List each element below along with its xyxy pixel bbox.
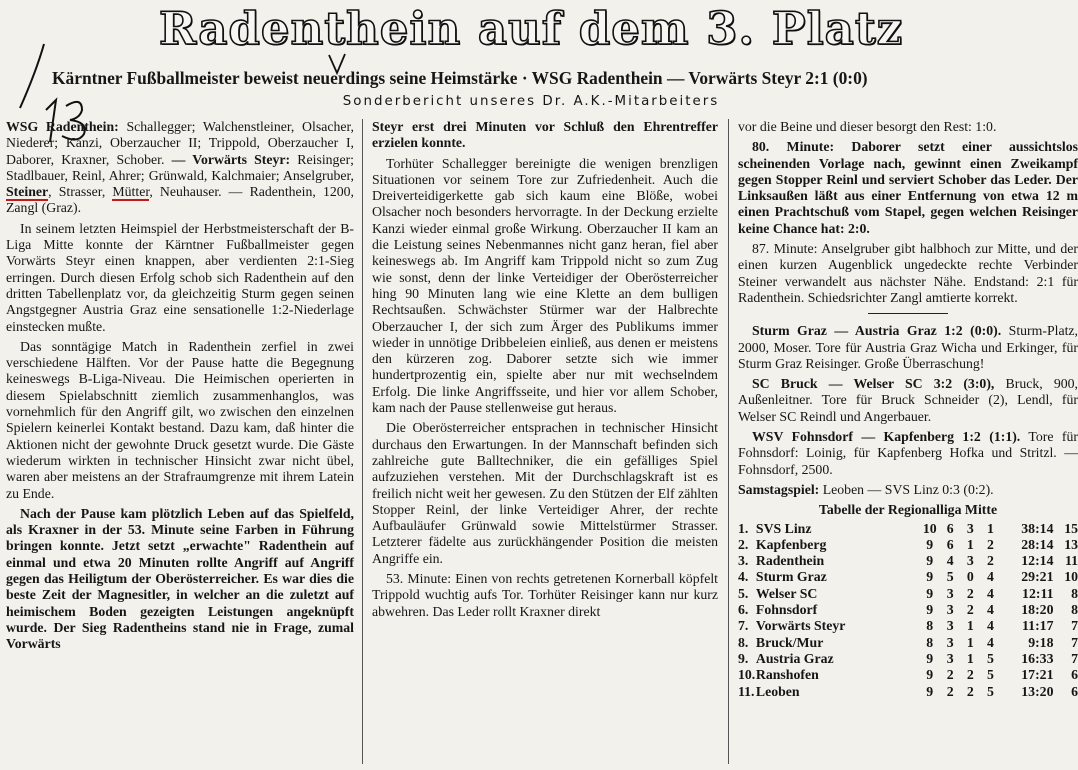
subheadline: Kärntner Fußballmeister beweist neuerdings seine Heimstärke · WSG Radenthein — Vorwärts Steyr 2:1 (0:0) <box>52 68 868 88</box>
article-paragraph: 53. Minute: Einen von rechts getretenen Kornerball köpfelt Trippold wuchtig aufs Tor. Torhüter Reisinger kann nur kurz abwehren. Das Leder rollt Kraxner direkt <box>372 571 718 619</box>
match-result-text: Sturm-Platz, 2000, Moser. Tore für Austria Graz Wicha und Erkinger, für Sturm Graz Reisinger. Große Überraschung! <box>738 323 1078 371</box>
standings-won: 2 <box>946 667 954 683</box>
article-column-3 <box>738 119 1078 769</box>
standings-points: 6 <box>1071 667 1078 683</box>
standings-played: 8 <box>926 618 934 634</box>
standings-lost: 5 <box>986 683 994 699</box>
standings-goals: 17:21 <box>1021 667 1054 683</box>
match-result-text: Bruck, 900, Außenleitner. Tore für Bruck Schneider (2), Lendl, für Welser SC Reindl und Angerbauer. <box>738 376 1078 424</box>
standings-played: 9 <box>926 553 934 569</box>
table-row <box>738 651 1078 667</box>
table-row <box>738 553 1078 569</box>
standings-lost: 5 <box>986 650 994 666</box>
standings-won: 5 <box>946 569 954 585</box>
standings-position: 3. <box>738 553 749 569</box>
standings-won: 6 <box>946 520 954 536</box>
table-row <box>738 667 1078 683</box>
lineup-team-b-players: Reisinger; Stadlbauer, Reinl, Ahrer; Grünwald, Kalchmaier; Anselgruber, <box>6 151 354 183</box>
standings-played: 9 <box>926 667 934 683</box>
standings-won: 3 <box>946 618 954 634</box>
standings-goals: 12:11 <box>1022 585 1054 601</box>
standings-position: 9. <box>738 650 749 666</box>
match-result <box>738 482 1078 498</box>
standings-position: 6. <box>738 602 749 618</box>
standings-team: Austria Graz <box>755 650 834 666</box>
standings-goals: 28:14 <box>1021 536 1054 552</box>
standings-played: 9 <box>926 602 934 618</box>
standings-won: 3 <box>946 602 954 618</box>
standings-lost: 4 <box>986 618 994 634</box>
standings-drawn: 3 <box>966 520 974 536</box>
standings-played: 10 <box>922 520 937 536</box>
standings-points: 13 <box>1064 536 1078 552</box>
standings-team: Kapfenberg <box>755 536 827 552</box>
standings-points: 8 <box>1071 602 1078 618</box>
match-result <box>738 323 1078 372</box>
standings-drawn: 2 <box>966 602 974 618</box>
standings-drawn: 2 <box>966 683 974 699</box>
lineup-team-a-players: Schallegger; Walchenstleiner, Olsacher, Niederer; Kanzi, Oberzaucher II; Trippold, Oberzaucher I, Daborer, Kraxner, Schober. <box>6 119 354 167</box>
standings-won: 3 <box>946 650 954 666</box>
standings-goals: 9:18 <box>1028 634 1054 650</box>
table-row <box>738 635 1078 651</box>
standings-won: 3 <box>946 634 954 650</box>
article-paragraph: Torhüter Schallegger bereinigte die wenigen brenzligen Situationen vor seinem Tore zur Zufriedenheit. Auch die Dreiverteidigerkette gab sich kaum eine Blöße, wobei Olsacher noch besonders hervorragte. In der Deckung erzielte Kanzi wieder einmal große Wirkung. Oberzaucher II kam an die Leistung seines Nebenmannes nicht ganz heran, fiel aber keineswegs ab. Im Angriff kam Trippold nicht so zum Zug wie sonst, denn der linke Verteidiger der Oberösterreicher hing 90 Minuten lang wie eine Klette an dem bulligen Rechtsaußen. Schwächster Stürmer war der Halbrechte Oberzaucher I, der sich zum Ärger des Publikums immer wieder in unnötige Dribbeleien einließ, aus denen er meistens den kürzeren zog. Daborer setzte sich wie immer hundertprozentig ein, spielte aber nur mit wechselndem Erfolg. Die linke Angriffsseite, und hier vor allem Schober, kam nach der Pause stellenweise gut heraus. <box>372 155 718 416</box>
article-paragraph: Das sonntägige Match in Radenthein zerfiel in zwei verschiedene Hälften. Vor der Pause hatte die Begegnung keineswegs B-Liga-Niveau. Die Heimischen operierten in diesem Spielabschnitt ziemlich zusammenhanglos, was vornehmlich für den Angriff gilt, wo zwischen den einzelnen Spielern keinerlei Kontakt bestand. Dazu kam, daß hinter die Aktionen nicht der gewohnte Druck gesetzt wurde. Die Gäste wiederum wirkten in technischer Hinsicht zwar nicht übel, waren aber meistens an der Strafraumgrenze mit ihrem Latein zu Ende. <box>6 338 354 501</box>
standings-position: 2. <box>738 536 749 552</box>
article-paragraph: vor die Beine und dieser besorgt den Rest: 1:0. <box>738 119 997 134</box>
article-paragraph: 87. Minute: Anselgruber gibt halbhoch zur Mitte, und der einen kurzen Augenblick ungedeckte rechte Verbinder Steiner verwandelt aus nächster Nähe. Endstand: 2:1 für Radenthein. Schiedsrichter Zangl amtierte korrekt. <box>738 241 1078 305</box>
standings-played: 8 <box>926 634 934 650</box>
standings-goals: 18:20 <box>1021 602 1054 618</box>
article-column-1 <box>6 119 354 769</box>
standings-played: 9 <box>926 683 934 699</box>
standings-points: 8 <box>1071 585 1078 601</box>
standings-goals: 16:33 <box>1021 650 1054 666</box>
article-paragraph: 80. Minute: Daborer setzt einer aussichtslos scheinenden Vorlage nach, gewinnt einen Zweikampf gegen Stopper Reinl und serviert Schober das Leder. Der Linksaußen läßt aus einer Entfernung von etwa 12 m einen Prachtschuß vom Stapel, gegen welchen Reisinger keine Chance hat: 2:0. <box>738 139 1078 236</box>
underlined-player-name: Steiner <box>6 184 49 200</box>
standings-team: Fohnsdorf <box>755 602 818 618</box>
standings-drawn: 2 <box>966 585 974 601</box>
standings-drawn: 1 <box>966 650 974 666</box>
standings-won: 2 <box>946 683 954 699</box>
standings-played: 9 <box>926 650 934 666</box>
match-result <box>738 429 1078 478</box>
standings-won: 6 <box>946 536 954 552</box>
underlined-player-name: Mütter <box>112 184 150 200</box>
match-result-text: Leoben — SVS Linz 0:3 (0:2). <box>819 481 994 497</box>
match-result-title: Samstagspiel: <box>738 481 820 497</box>
standings-table <box>738 521 1078 700</box>
standings-played: 9 <box>926 569 934 585</box>
standings-team: Radenthein <box>755 553 825 569</box>
standings-team: SVS Linz <box>755 520 812 536</box>
column-divider <box>728 119 729 764</box>
standings-body <box>738 521 1078 700</box>
standings-team: Ranshofen <box>755 667 819 683</box>
standings-drawn: 2 <box>966 667 974 683</box>
team-lineups <box>6 119 354 217</box>
standings-team: Sturm Graz <box>755 569 827 585</box>
standings-drawn: 1 <box>966 634 974 650</box>
table-row <box>738 684 1078 700</box>
table-row <box>738 569 1078 585</box>
standings-won: 3 <box>946 585 954 601</box>
standings-lost: 5 <box>986 667 994 683</box>
table-row <box>738 586 1078 602</box>
standings-position: 1. <box>738 520 749 536</box>
standings-position: 11. <box>738 683 755 699</box>
standings-lost: 4 <box>986 602 994 618</box>
lineup-team-b-players: , Strasser, <box>48 184 113 200</box>
standings-position: 5. <box>738 585 749 601</box>
section-divider <box>868 313 948 314</box>
standings-team: Bruck/Mur <box>755 634 824 650</box>
standings-drawn: 1 <box>966 536 974 552</box>
standings-points: 15 <box>1064 520 1078 536</box>
standings-goals: 38:14 <box>1021 520 1054 536</box>
standings-points: 7 <box>1071 618 1078 634</box>
standings-lost: 4 <box>986 634 994 650</box>
standings-goals: 12:14 <box>1021 553 1054 569</box>
lineup-team-b: — Vorwärts Steyr: <box>164 151 291 167</box>
standings-won: 4 <box>946 553 954 569</box>
article-paragraph: Die Oberösterreicher entsprachen in technischer Hinsicht durchaus den Erwartungen. In der Mannschaft befinden sich zahlreiche gute Balltechniker, die ein gefälliges Spiel aufzuziehen verstehen. Mit der Durchschlagskraft ist es freilich nicht weit her gewesen. Zu den Stützen der Elf zählten Stopper Reinl, der linke Verteidiger Ahrer, der rechte Aufbauläufer Grünwald sowie Mittelstürmer Strasser. Letzterer fädelte aus zurückhängender Position die meisten Angriffe ein. <box>372 420 718 566</box>
standings-points: 11 <box>1064 553 1078 569</box>
standings-played: 9 <box>926 585 934 601</box>
standings-goals: 11:17 <box>1022 618 1054 634</box>
match-result-text: Tore für Fohnsdorf: Loinig, für Kapfenberg Hofka und Stritzl. — Fohnsdorf, 2500. <box>738 429 1078 477</box>
standings-team: Vorwärts Steyr <box>755 618 846 634</box>
match-result <box>738 376 1078 425</box>
table-row <box>738 618 1078 634</box>
standings-goals: 13:20 <box>1021 683 1054 699</box>
standings-position: 7. <box>738 618 749 634</box>
standings-lost: 4 <box>986 585 994 601</box>
article-paragraph: In seinem letzten Heimspiel der Herbstmeisterschaft der B-Liga Mitte konnte der Kärntner Fußballmeister gegen Vorwärts Steyr einen knappen, aber verdienten 2:1-Sieg erringen. Durch diesen Erfolg schob sich Radenthein auf den dritten Tabellenplatz vor, da gleichzeitig Sturm gegen seinen Angstgegner Austria Graz eine sensationelle 1:2-Niederlage einstecken mußte. <box>6 220 354 334</box>
table-row <box>738 521 1078 537</box>
standings-drawn: 1 <box>966 618 974 634</box>
match-result-title: Sturm Graz — Austria Graz 1:2 (0:0). <box>752 323 1002 339</box>
standings-lost: 4 <box>986 569 994 585</box>
standings-lost: 1 <box>986 520 994 536</box>
standings-lost: 2 <box>986 553 994 569</box>
standings-drawn: 0 <box>966 569 974 585</box>
column-divider <box>362 119 363 764</box>
standings-points: 7 <box>1071 634 1078 650</box>
standings-position: 8. <box>738 634 749 650</box>
standings-played: 9 <box>926 536 934 552</box>
standings-position: 4. <box>738 569 749 585</box>
match-result-title: SC Bruck — Welser SC 3:2 (3:0), <box>752 376 995 392</box>
standings-team: Welser SC <box>755 585 818 601</box>
lineup-team-a: WSG Radenthein: <box>6 119 119 134</box>
standings-points: 7 <box>1071 650 1078 666</box>
table-row <box>738 537 1078 553</box>
standings-drawn: 3 <box>966 553 974 569</box>
standings-position: 10. <box>738 667 756 683</box>
standings-title: Tabelle der Regionalliga Mitte <box>818 502 998 518</box>
standings-points: 10 <box>1064 569 1078 585</box>
byline: Sonderbericht unseres Dr. A.K.-Mitarbeiters <box>342 94 720 109</box>
standings-points: 6 <box>1071 683 1078 699</box>
match-result-title: WSV Fohnsdorf — Kapfenberg 1:2 (1:1). <box>752 429 1021 445</box>
standings-goals: 29:21 <box>1021 569 1054 585</box>
table-row <box>738 602 1078 618</box>
article-column-2 <box>372 119 718 769</box>
lineup-team-b-players: , Neuhauser. — Radenthein, 1200, Zangl (Graz). <box>6 184 354 216</box>
article-paragraph: Nach der Pause kam plötzlich Leben auf das Spielfeld, als Kraxner in der 53. Minute seine Farben in Führung bringen konnte. Jetzt setzt „erwachte" Radenthein auf einmal und etwa 20 Minuten rollte Angriff auf Angriff gegen das Heiligtum der Oberösterreicher. Es war dies die beste Zeit der Magnesitler, in welcher an die zuletzt auf heimischem Boden gezeigten Leistungen angeknüpft wurde. Der Sieg Radentheins stand nie in Frage, zumal Vorwärts <box>6 505 354 652</box>
headline: Radenthein auf dem 3. Platz <box>158 2 904 55</box>
standings-team: Leoben <box>755 683 800 699</box>
standings-lost: 2 <box>986 536 994 552</box>
article-paragraph: Steyr erst drei Minuten vor Schluß den Ehrentreffer erzielen konnte. <box>372 119 718 151</box>
